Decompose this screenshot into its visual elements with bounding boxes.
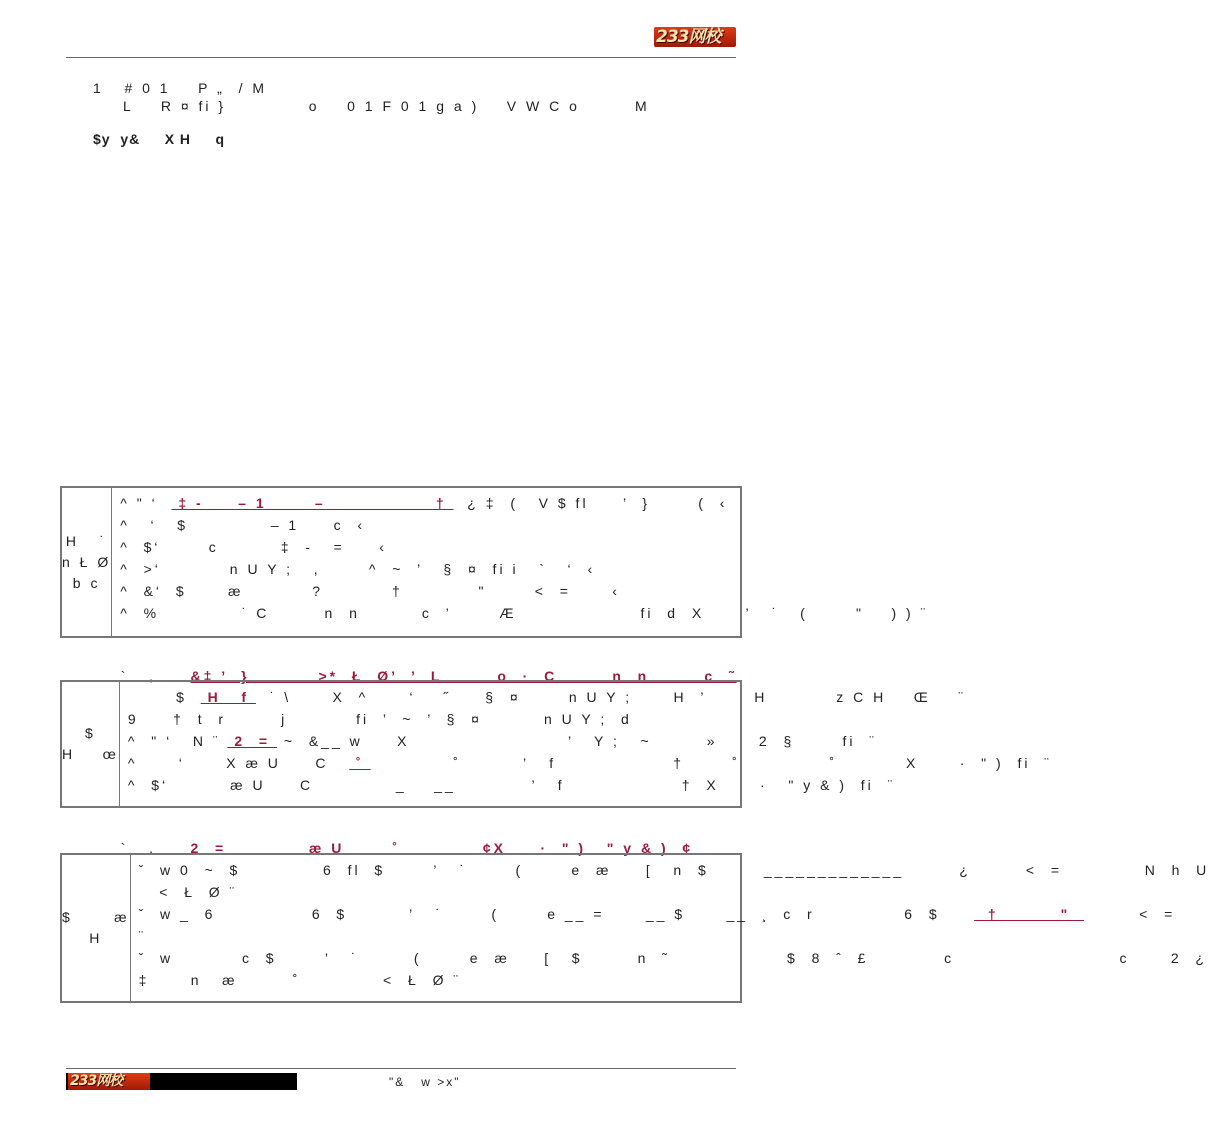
footer-rule xyxy=(66,1068,736,1069)
table-row xyxy=(139,925,1210,947)
table-row xyxy=(139,859,1210,881)
note-answer: 2 = æ U ˚ ¢X · " ) " y & ) ¢ xyxy=(190,840,694,856)
note-answer: &‡ ’ } >* Ł Ø’ ’ L o · C n n c ˜ xyxy=(190,668,737,684)
answer-note-2 xyxy=(107,824,693,856)
row-text: ^ ‘ $ – 1 c ‹ xyxy=(120,517,366,533)
note-prefix: ` , xyxy=(120,668,191,684)
table-row xyxy=(128,686,1052,708)
row-text: ¨ xyxy=(138,928,147,944)
row-text: ˙ \ X ^ ‘ ˝ § ¤ n U Y ; H ’ H z C H Œ ¨ xyxy=(255,689,966,705)
footer-text: "& w >x" xyxy=(389,1075,461,1089)
intro-line: L R ¤ fi } o 0 1 F 0 1 g a ) V W C o M xyxy=(123,98,650,114)
row-text: ^ &‘ $ æ ? † " < = ‹ xyxy=(120,583,620,599)
table-row xyxy=(120,558,928,580)
table-label-line: H xyxy=(89,930,103,946)
row-text: ˇ w c $ ’ ˙ ( e æ [ $ n ˜ $ 8 ˆ £ c c 2 ¿ xyxy=(138,950,1207,966)
row-text: ˇ w 0 ~ $ 6 fl $ ’ ˙ ( e æ [ n $ _____________ ¿ < = N h U xyxy=(138,862,1210,878)
row-text: ^ " ‘ N ¨ xyxy=(127,733,228,749)
row-text: ~ &__ w X ’ Y ; ~ » 2 § fi ¨ xyxy=(276,733,877,749)
table-label-line: n Ł Ø xyxy=(62,553,112,570)
row-text: < = xyxy=(1084,906,1176,922)
table-label-line: b c xyxy=(72,574,101,591)
header-rule xyxy=(66,57,736,58)
info-table-1 xyxy=(60,486,929,638)
row-highlight: † " xyxy=(974,906,1085,922)
table-row xyxy=(128,708,1052,730)
table-row xyxy=(120,514,928,536)
footer-logo: 233网校 xyxy=(68,1073,150,1090)
table-label-cell xyxy=(62,682,120,806)
table-row xyxy=(139,969,1210,991)
row-text: ˚ ’ f † ˚ ˚ X · " ) fi ¨ xyxy=(370,755,1052,771)
row-text: ‡ n æ ˚ < Ł Ø ¨ xyxy=(138,972,462,988)
row-text: ^ $‘ c ‡ - = ‹ xyxy=(120,539,387,555)
table-row xyxy=(139,947,1210,969)
table-row xyxy=(139,903,1210,925)
table-label-line: $ xyxy=(85,725,96,741)
info-table-2 xyxy=(60,680,1052,808)
row-highlight: ˚ xyxy=(349,755,371,771)
table-row xyxy=(128,730,1052,752)
row-text: < Ł Ø ¨ xyxy=(138,884,238,900)
table-row xyxy=(120,536,928,558)
table-label-line: H œ xyxy=(62,746,119,762)
intro-line: 1 # 0 1 P „ / M xyxy=(93,80,268,96)
table-content-cell xyxy=(112,488,936,636)
row-text: 9 † t r j fi ’ ~ ’ § ¤ n U Y ; d xyxy=(127,711,632,727)
note-prefix: ` , xyxy=(120,840,191,856)
row-text: ^ " ‘ xyxy=(120,495,172,511)
table-row xyxy=(120,492,928,514)
table-label-line: $ æ xyxy=(62,909,130,925)
table-row xyxy=(139,881,1210,903)
row-text: $ xyxy=(127,689,201,705)
table-row xyxy=(128,752,1052,774)
table-label-cell xyxy=(62,488,112,636)
row-text: ^ ‘ X æ U C xyxy=(127,755,350,771)
row-text: ^ >‘ n U Y ; , ^ ~ ’ § ¤ fi i ` ‘ ‹ xyxy=(120,561,596,577)
table-row xyxy=(120,602,928,624)
table-content-cell xyxy=(120,682,1060,806)
row-text: ^ $‘ æ U C _ __ ’ f † X · " y & ) fi ¨ xyxy=(127,777,896,793)
table-label-line: H ˙ xyxy=(65,532,108,549)
table-row xyxy=(120,580,928,602)
section-heading: $y y& X H q xyxy=(93,131,226,147)
table-label-cell xyxy=(62,855,131,1001)
brand-logo: 233网校 xyxy=(654,27,736,47)
row-highlight: ‡ - – 1 – † xyxy=(171,495,454,511)
row-text: ¿ ‡ ( V $ fl ’ } ( ‹ xyxy=(453,495,728,511)
intro-paragraph xyxy=(93,79,650,115)
info-table-3 xyxy=(60,853,1210,1003)
table-row xyxy=(128,774,1052,796)
row-text: ^ % ˙ C n n c ’ Æ fi d X ’ ˙ ( " ) ) ¨ xyxy=(120,605,929,621)
row-highlight: 2 = xyxy=(227,733,277,749)
table-content-cell xyxy=(131,855,1217,1001)
row-highlight: H f xyxy=(200,689,256,705)
row-text: ˇ w _ 6 6 $ ’ ˙ ( e __ = __ $ __ ¸ c r 6 $ xyxy=(138,906,975,922)
